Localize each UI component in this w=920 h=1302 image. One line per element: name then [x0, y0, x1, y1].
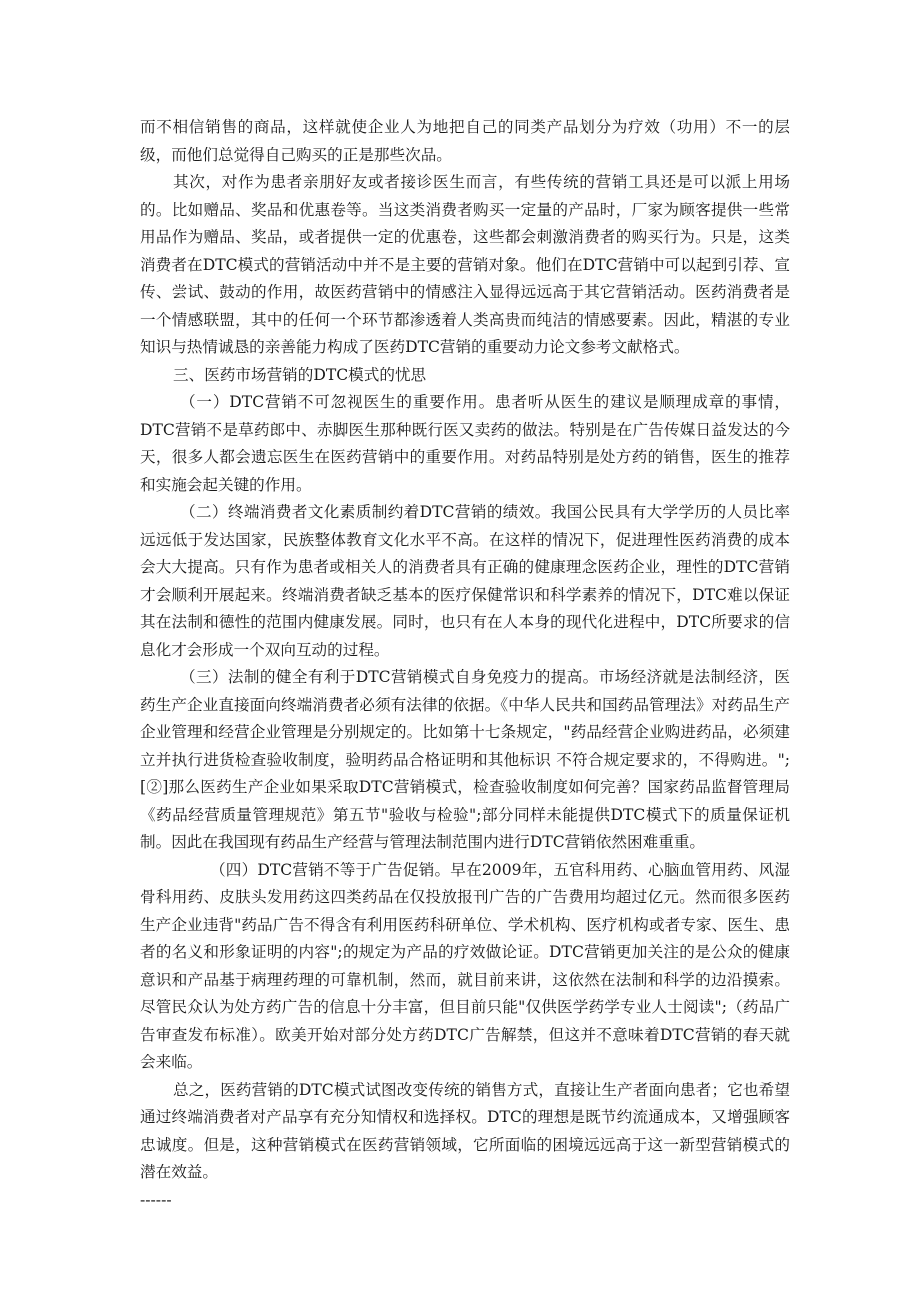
section-heading-3: 三、医药市场营销的DTC模式的忧思 — [173, 365, 427, 384]
separator-line: ------ — [140, 1190, 172, 1209]
paragraph-point-3: （三）法制的健全有利于DTC营销模式自身免疫力的提高。市场经济就是法制经济，医药生产企业直接面向终端消费者必须有法律的依据。《中华人民共和国药品管理法》对药品生产企业管理和经营企业管理是分别规定的。比如第十七条规定，"药品经营企业购进药品，必须建立并执行进货检查验收制度，验明药品合格证明和其他标识 不符合规定要求的，不得购进。";[②]那么医药生产企业如果采取DTC营销模式，检查验收制度如何完善？国家药品监督管理局《药品经营质量管理规范》第五节"验收与检验";部分同样未能提供DTC模式下的质量保证机制。因此在我国现有药品生产经营与管理法制范围内进行DTC营销依然困难重重。 — [140, 668, 790, 851]
paragraph-point-1: （一）DTC营销不可忽视医生的重要作用。患者听从医生的建议是顺理成章的事情，DTC营销不是草药郎中、赤脚医生那种既行医又卖药的做法。特别是在广告传媒日益发达的今天，很多人都会遗忘医生在医药营销中的重要作用。对药品特别是处方药的销售，医生的推荐和实施会起关键的作用。 — [140, 393, 790, 494]
paragraph-continuation: 而不相信销售的商品，这样就使企业人为地把自己的同类产品划分为疗效（功用）不一的层级，而他们总觉得自己购买的正是那些次品。 — [140, 118, 790, 164]
paragraph-point-4: （四）DTC营销不等于广告促销。早在2009年，五官科用药、心脑血管用药、风湿骨科用药、皮肤头发用药这四类药品在仅投放报刊广告的广告费用均超过亿元。然而很多医药生产企业违背"药品广告不得含有利用医药科研单位、学术机构、医疗机构或者专家、医生、患者的名义和形象证明的内容";的规定为产品的疗效做论证。DTC营销更加关注的是公众的健康意识和产品基于病理药理的可靠机制，然而，就目前来讲，这依然在法制和科学的边沿摸索。尽管民众认为处方药广告的信息十分丰富，但目前只能"仅供医学药学专业人士阅读";（药品广告审查发布标准）。欧美开始对部分处方药DTC广告解禁，但这并不意味着DTC营销的春天就会来临。 — [140, 860, 790, 1071]
paragraph-point-2: （二）终端消费者文化素质制约着DTC营销的绩效。我国公民具有大学学历的人员比率远远低于发达国家，民族整体教育文化水平不高。在这样的情况下，促进理性医药消费的成本会大大提高。只有作为患者或相关人的消费者具有正确的健康理念医药企业，理性的DTC营销才会顺利开展起来。终端消费者缺乏基本的医疗保健常识和科学素养的情况下，DTC难以保证其在法制和德性的范围内健康发展。同时，也只有在人本身的现代化进程中，DTC所要求的信息化才会形成一个双向互动的过程。 — [140, 503, 790, 659]
paragraph-secondly: 其次，对作为患者亲朋好友或者接诊医生而言，有些传统的营销工具还是可以派上用场的。比如赠品、奖品和优惠卷等。当这类消费者购买一定量的产品时，厂家为顾客提供一些常用品作为赠品、奖品，或者提供一定的优惠卷，这些都会刺激消费者的购买行为。只是，这类消费者在DTC模式的营销活动中并不是主要的营销对象。他们在DTC营销中可以起到引荐、宣传、尝试、鼓动的作用，故医药营销中的情感注入显得远远高于其它营销活动。医药消费者是一个情感联盟，其中的任何一个环节都渗透着人类高贵而纯洁的情感要素。因此，精湛的专业知识与热情诚恳的亲善能力构成了医药DTC营销的重要动力论文参考文献格式。 — [140, 173, 790, 356]
paragraph-conclusion: 总之，医药营销的DTC模式试图改变传统的销售方式，直接让生产者面向患者；它也希望通过终端消费者对产品享有充分知情权和选择权。DTC的理想是既节约流通成本，又增强顾客忠诚度。但是，这种营销模式在医药营销领域，它所面临的困境远远高于这一新型营销模式的潜在效益。 — [140, 1080, 790, 1181]
document-body — [140, 114, 790, 1214]
